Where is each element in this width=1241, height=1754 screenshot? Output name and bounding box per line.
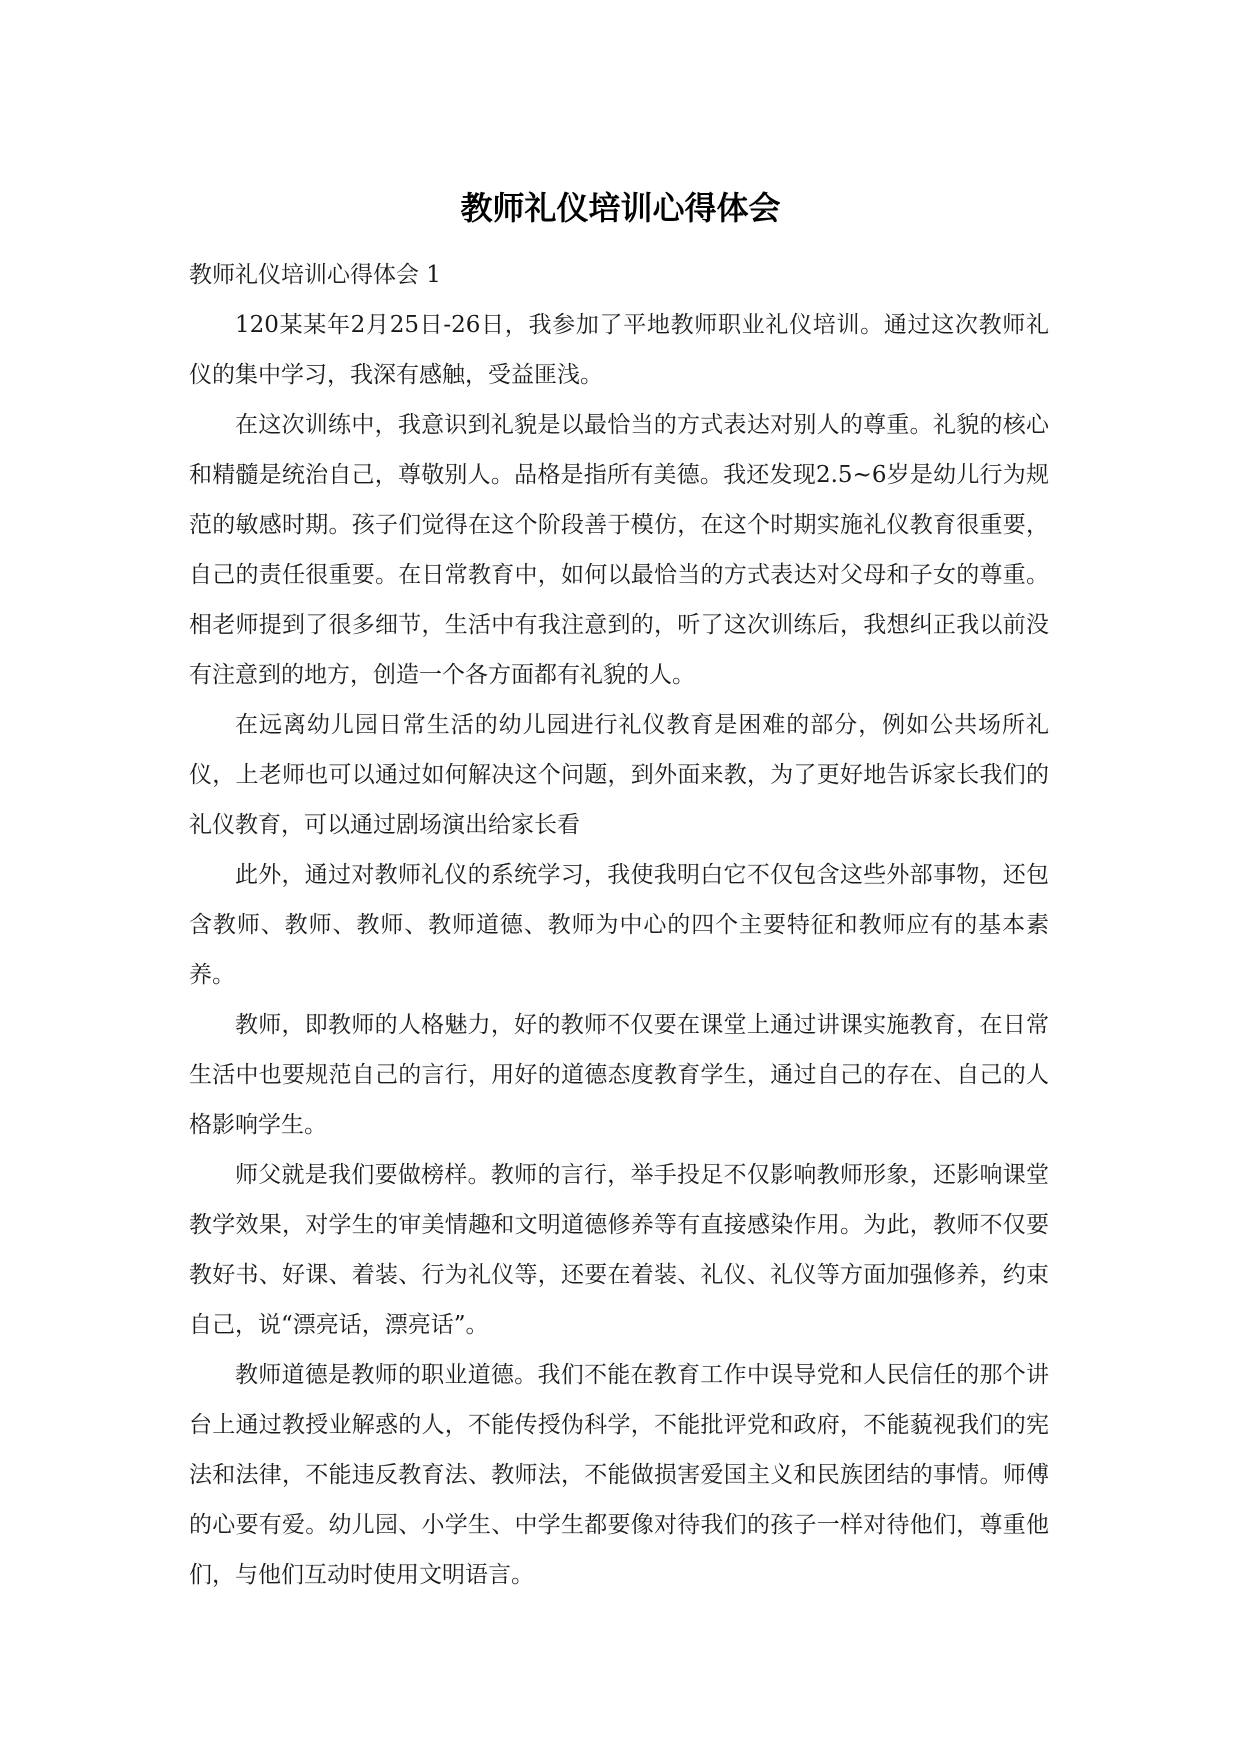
paragraph-6: 师父就是我们要做榜样。教师的言行，举手投足不仅影响教师形象，还影响课堂教学效果，对学生的审美情趣和文明道德修养等有直接感染作用。为此，教师不仅要教好书、好课、着装、行为礼仪等，还要在着装、礼仪、礼仪等方面加强修养，约束自己，说“漂亮话，漂亮话”。	[189, 1162, 1049, 1338]
section-heading: 教师礼仪培训心得体会 1	[189, 262, 441, 288]
paragraph-7: 教师道德是教师的职业道德。我们不能在教育工作中误导党和人民信任的那个讲台上通过教授业解惑的人，不能传授伪科学，不能批评党和政府，不能藐视我们的宪法和法律，不能违反教育法、教师法，不能做损害爱国主义和民族团结的事情。师傅的心要有爱。幼儿园、小学生、中学生都要像对待我们的孩子一样对待他们，尊重他们，与他们互动时使用文明语言。	[189, 1362, 1049, 1588]
paragraph-4: 此外，通过对教师礼仪的系统学习，我使我明白它不仅包含这些外部事物，还包含教师、教师、教师、教师道德、教师为中心的四个主要特征和教师应有的基本素养。	[189, 862, 1049, 988]
paragraph-2: 在这次训练中，我意识到礼貌是以最恰当的方式表达对别人的尊重。礼貌的核心和精髓是统治自己，尊敬别人。品格是指所有美德。我还发现2.5~6岁是幼儿行为规范的敏感时期。孩子们觉得在这个阶段善于模仿，在这个时期实施礼仪教育很重要，自己的责任很重要。在日常教育中，如何以最恰当的方式表达对父母和子女的尊重。相老师提到了很多细节，生活中有我注意到的，听了这次训练后，我想纠正我以前没有注意到的地方，创造一个各方面都有礼貌的人。	[189, 412, 1049, 688]
paragraph-1: 120某某年2月25日-26日，我参加了平地教师职业礼仪培训。通过这次教师礼仪的集中学习，我深有感触，受益匪浅。	[189, 312, 1049, 388]
document-body	[189, 250, 1049, 1600]
paragraph-3: 在远离幼儿园日常生活的幼儿园进行礼仪教育是困难的部分，例如公共场所礼仪，上老师也可以通过如何解决这个问题，到外面来教，为了更好地告诉家长我们的礼仪教育，可以通过剧场演出给家长看	[189, 712, 1049, 838]
paragraph-5: 教师，即教师的人格魅力，好的教师不仅要在课堂上通过讲课实施教育，在日常生活中也要规范自己的言行，用好的道德态度教育学生，通过自己的存在、自己的人格影响学生。	[189, 1012, 1049, 1138]
document-title: 教师礼仪培训心得体会	[460, 189, 781, 227]
